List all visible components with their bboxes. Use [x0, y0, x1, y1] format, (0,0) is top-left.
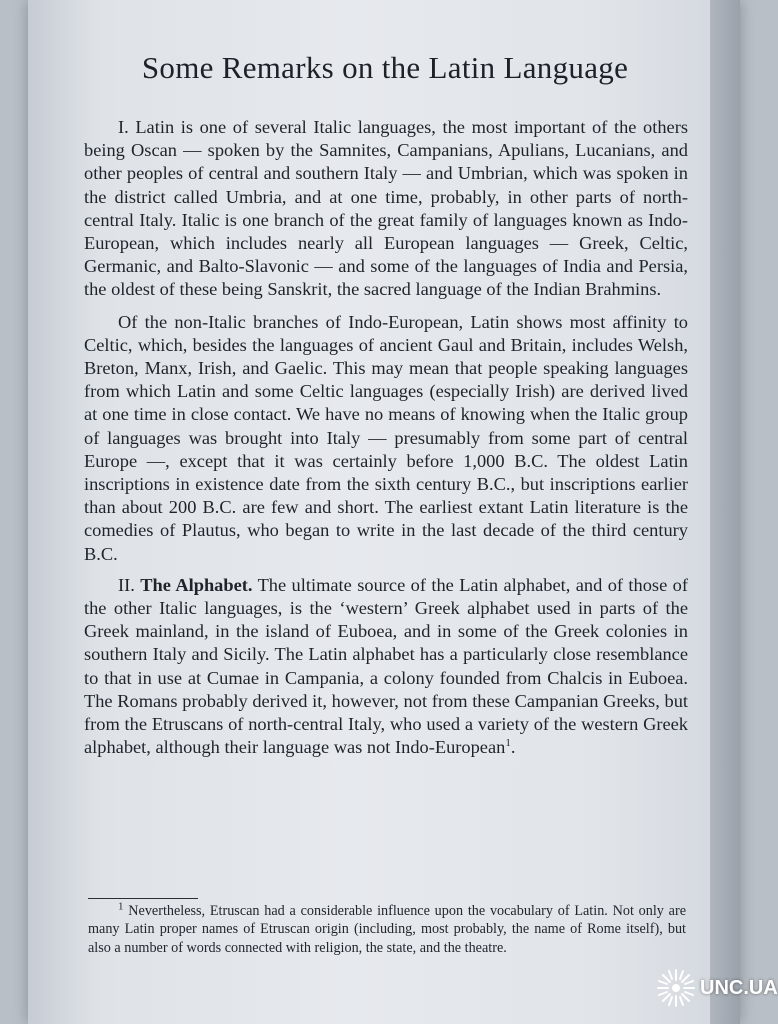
paragraph-latin-italic-languages: I. Latin is one of several Italic languages, the most important of the others being Oscan — spoken by the Samnites, Campanians, Apulians, Lucanians, and other peoples of central and southern Italy — and Umbrian, which was spoken in the district called Umbria, and at one time, probably, in other parts of north-central Italy. Italic is one branch of the great family of languages known as Indo-European, which includes nearly all European languages — Greek, Celtic, Germanic, and Balto-Slavonic — and some of the languages of India and Persia, the oldest of these being Sanskrit, the sacred language of the Indian Brahmins.: [84, 117, 688, 300]
footnote-text: Nevertheless, Etruscan had a considerable influence upon the vocabulary of Latin. Not only are many Latin proper names of Etruscan origin (including, most probably, the name of Rome itself), but also a number of words connected with religion, the state, and the theatre.: [88, 903, 686, 956]
footnote: [88, 902, 686, 957]
paragraph-celtic-affinity: Of the non-Italic branches of Indo-European, Latin shows most affinity to Celtic, which, besides the languages of ancient Gaul and Britain, includes Welsh, Breton, Manx, Irish, and Gaelic. This may mean that people speaking languages from which Latin and some Celtic languages (especially Irish) are derived lived at one time in close contact. We have no means of knowing when the Italic group of languages was brought into Italy — presumably from some part of central Europe —, except that it was certainly before 1,000 B.C. The oldest Latin inscriptions in existence date from the sixth century B.C., but inscriptions earlier than about 200 B.C. are few and short. The earliest extant Latin literature is the comedies of Plautus, who began to write in the last decade of the third century B.C.: [84, 311, 688, 564]
section-number: II.: [118, 574, 135, 595]
alphabet-text-end: .: [510, 737, 516, 758]
star-burst-icon: [654, 966, 698, 1010]
body-text: [84, 116, 688, 768]
watermark: [654, 966, 778, 1010]
footnote-divider: [88, 898, 198, 899]
footnote-reference[interactable]: 1: [505, 737, 511, 750]
paragraph-alphabet: [84, 574, 688, 760]
watermark-text: UNC.UA: [700, 976, 778, 999]
page-edge-shadow: [710, 0, 740, 1024]
footnote-marker: 1: [118, 900, 124, 913]
section-heading-alphabet: The Alphabet.: [140, 574, 253, 595]
page-title: Some Remarks on the Latin Language: [141, 50, 629, 85]
alphabet-text: The ultimate source of the Latin alphabet, and of those of the other Italic languages, is the ‘western’ Greek alphabet used in parts of the Greek mainland, in the island of Euboea, and in some of the Greek colonies in southern Italy and Sicily. The Latin alphabet has a particularly close resemblance to that in use at Cumae in Campania, a colony founded from Chalcis in Euboea. The Romans probably derived it, however, not from these Campanian Greeks, but from the Etruscans of north-central Italy, who used a variety of the western Greek alphabet, although their language was not Indo-European: [84, 574, 688, 758]
